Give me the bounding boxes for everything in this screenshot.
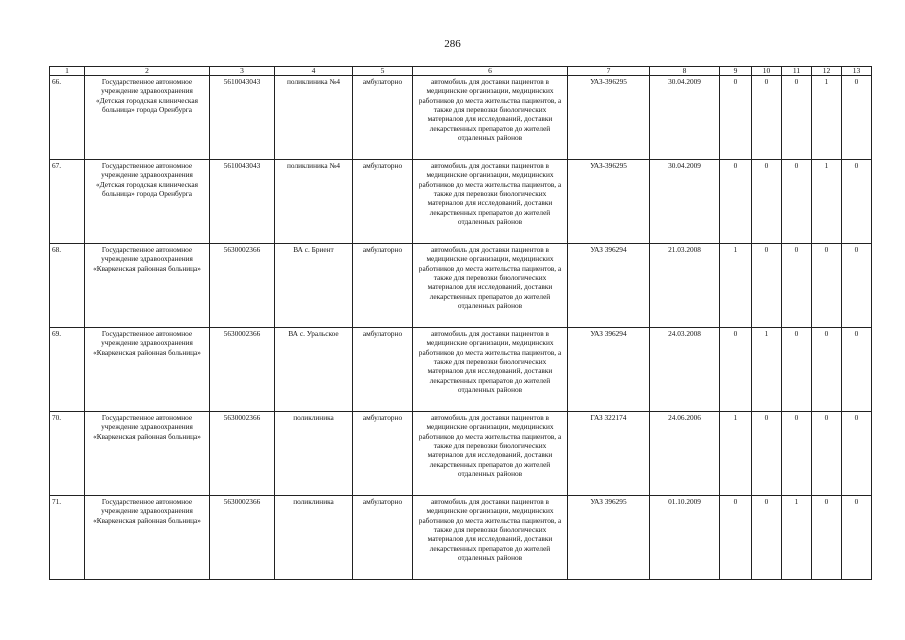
col12-cell: 0 [812, 244, 842, 328]
organization-name: Государственное автономное учреждение здравоохранения «Детская городская клиническая больница» города Оренбурга [85, 160, 210, 244]
col10-cell: 1 [752, 328, 782, 412]
date-cell: 24.03.2008 [650, 328, 720, 412]
col-header-8: 8 [650, 67, 720, 76]
organization-name: Государственное автономное учреждение здравоохранения «Детская городская клиническая больница» города Оренбурга [85, 76, 210, 160]
col11-cell: 0 [782, 76, 812, 160]
purpose-cell: автомобиль для доставки пациентов в медицинские организации, медицинских работников до места жительства пациентов, а также для перевозки биологических материалов для исследований, доставки лекарственных препаратов до жителей отдаленных районов [413, 160, 568, 244]
col-header-9: 9 [720, 67, 752, 76]
unit-cell: поликлиника [275, 496, 353, 580]
col9-cell: 0 [720, 496, 752, 580]
inn-cell: 5630002366 [210, 496, 275, 580]
col11-cell: 0 [782, 412, 812, 496]
col-header-6: 6 [413, 67, 568, 76]
row-number: 70. [50, 412, 85, 496]
row-number: 71. [50, 496, 85, 580]
date-cell: 21.03.2008 [650, 244, 720, 328]
col12-cell: 0 [812, 496, 842, 580]
col9-cell: 1 [720, 244, 752, 328]
care-type-cell: амбулаторно [353, 160, 413, 244]
purpose-cell: автомобиль для доставки пациентов в медицинские организации, медицинских работников до места жительства пациентов, а также для перевозки биологических материалов для исследований, доставки лекарственных препаратов до жителей отдаленных районов [413, 496, 568, 580]
col9-cell: 0 [720, 76, 752, 160]
col13-cell: 0 [842, 244, 872, 328]
vehicle-model-cell: УАЗ 396294 [568, 328, 650, 412]
organization-name: Государственное автономное учреждение здравоохранения «Кваркенская районная больница» [85, 496, 210, 580]
inn-cell: 5630002366 [210, 328, 275, 412]
vehicle-model-cell: УАЗ 396295 [568, 496, 650, 580]
unit-cell: ВА с. Уральское [275, 328, 353, 412]
purpose-cell: автомобиль для доставки пациентов в медицинские организации, медицинских работников до места жительства пациентов, а также для перевозки биологических материалов для исследований, доставки лекарственных препаратов до жителей отдаленных районов [413, 328, 568, 412]
date-cell: 01.10.2009 [650, 496, 720, 580]
table-row [50, 412, 872, 496]
row-number: 67. [50, 160, 85, 244]
col13-cell: 0 [842, 412, 872, 496]
col-header-3: 3 [210, 67, 275, 76]
organization-name: Государственное автономное учреждение здравоохранения «Кваркенская районная больница» [85, 244, 210, 328]
col9-cell: 0 [720, 160, 752, 244]
col-header-5: 5 [353, 67, 413, 76]
col12-cell: 0 [812, 412, 842, 496]
vehicle-model-cell: ГАЗ 322174 [568, 412, 650, 496]
col10-cell: 0 [752, 244, 782, 328]
col11-cell: 0 [782, 244, 812, 328]
col-header-10: 10 [752, 67, 782, 76]
unit-cell: поликлиника №4 [275, 76, 353, 160]
inn-cell: 5630002366 [210, 412, 275, 496]
col-header-7: 7 [568, 67, 650, 76]
col10-cell: 0 [752, 160, 782, 244]
col-header-13: 13 [842, 67, 872, 76]
inn-cell: 5610043043 [210, 76, 275, 160]
col10-cell: 0 [752, 76, 782, 160]
unit-cell: поликлиника [275, 412, 353, 496]
care-type-cell: амбулаторно [353, 496, 413, 580]
col12-cell: 0 [812, 328, 842, 412]
table-row [50, 328, 872, 412]
care-type-cell: амбулаторно [353, 412, 413, 496]
unit-cell: ВА с. Бриент [275, 244, 353, 328]
page-number: 286 [444, 38, 461, 50]
table-row [50, 160, 872, 244]
care-type-cell: амбулаторно [353, 76, 413, 160]
col13-cell: 0 [842, 496, 872, 580]
col-header-1: 1 [50, 67, 85, 76]
row-number: 68. [50, 244, 85, 328]
col13-cell: 0 [842, 160, 872, 244]
care-type-cell: амбулаторно [353, 328, 413, 412]
row-number: 66. [50, 76, 85, 160]
organization-name: Государственное автономное учреждение здравоохранения «Кваркенская районная больница» [85, 328, 210, 412]
col10-cell: 0 [752, 496, 782, 580]
col-header-11: 11 [782, 67, 812, 76]
inn-cell: 5610043043 [210, 160, 275, 244]
unit-cell: поликлиника №4 [275, 160, 353, 244]
col12-cell: 1 [812, 160, 842, 244]
organization-name: Государственное автономное учреждение здравоохранения «Кваркенская районная больница» [85, 412, 210, 496]
purpose-cell: автомобиль для доставки пациентов в медицинские организации, медицинских работников до места жительства пациентов, а также для перевозки биологических материалов для исследований, доставки лекарственных препаратов до жителей отдаленных районов [413, 412, 568, 496]
col12-cell: 1 [812, 76, 842, 160]
vehicle-model-cell: УАЗ 396294 [568, 244, 650, 328]
vehicle-model-cell: УАЗ-396295 [568, 160, 650, 244]
col11-cell: 0 [782, 160, 812, 244]
purpose-cell: автомобиль для доставки пациентов в медицинские организации, медицинских работников до места жительства пациентов, а также для перевозки биологических материалов для исследований, доставки лекарственных препаратов до жителей отдаленных районов [413, 244, 568, 328]
table-row [50, 244, 872, 328]
inn-cell: 5630002366 [210, 244, 275, 328]
col9-cell: 0 [720, 328, 752, 412]
vehicle-model-cell: УАЗ-396295 [568, 76, 650, 160]
row-number: 69. [50, 328, 85, 412]
col10-cell: 0 [752, 412, 782, 496]
date-cell: 30.04.2009 [650, 76, 720, 160]
care-type-cell: амбулаторно [353, 244, 413, 328]
col11-cell: 1 [782, 496, 812, 580]
col9-cell: 1 [720, 412, 752, 496]
header-row [50, 67, 872, 76]
col-header-12: 12 [812, 67, 842, 76]
purpose-cell: автомобиль для доставки пациентов в медицинские организации, медицинских работников до места жительства пациентов, а также для перевозки биологических материалов для исследований, доставки лекарственных препаратов до жителей отдаленных районов [413, 76, 568, 160]
table-row [50, 76, 872, 160]
col-header-4: 4 [275, 67, 353, 76]
date-cell: 24.06.2006 [650, 412, 720, 496]
date-cell: 30.04.2009 [650, 160, 720, 244]
col-header-2: 2 [85, 67, 210, 76]
vehicle-registry-table [49, 66, 872, 580]
col13-cell: 0 [842, 76, 872, 160]
col13-cell: 0 [842, 328, 872, 412]
table-row [50, 496, 872, 580]
col11-cell: 0 [782, 328, 812, 412]
